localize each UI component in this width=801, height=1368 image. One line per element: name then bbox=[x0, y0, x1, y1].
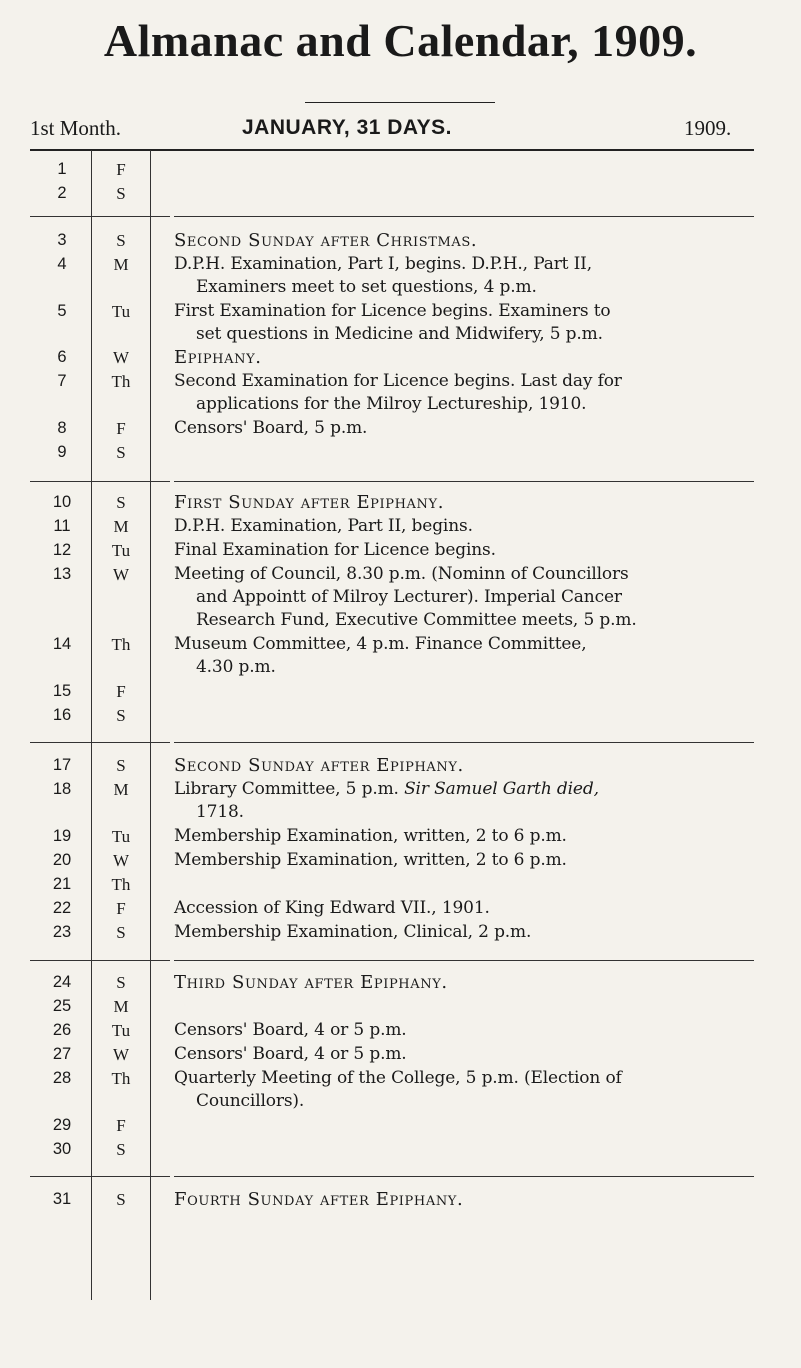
event-text bbox=[174, 971, 748, 995]
event-text bbox=[174, 539, 748, 562]
event-continuation: Councillors). bbox=[196, 1091, 305, 1111]
weekday: M bbox=[113, 780, 129, 799]
weekday: Tu bbox=[111, 302, 131, 321]
week-separator bbox=[174, 481, 754, 482]
event-line: Second Sunday after Epiphany. bbox=[174, 755, 464, 776]
event-text bbox=[174, 417, 748, 440]
event-line: Museum Committee, 4 p.m. Finance Committee, bbox=[174, 634, 587, 654]
weekday: S bbox=[116, 493, 126, 512]
month-label: 1st Month. bbox=[30, 116, 122, 140]
event-continuation: set questions in Medicine and Midwifery, 5 p.m. bbox=[196, 324, 603, 344]
weekday: Th bbox=[111, 875, 131, 894]
day-number: 27 bbox=[52, 1045, 72, 1063]
event-text bbox=[174, 754, 748, 778]
week-separator bbox=[174, 1176, 754, 1177]
weekday: W bbox=[112, 851, 130, 870]
day-number: 5 bbox=[57, 302, 67, 320]
title-rule bbox=[305, 102, 495, 103]
day-number: 21 bbox=[52, 875, 72, 893]
month-header bbox=[0, 116, 801, 146]
week-separator bbox=[30, 216, 170, 217]
event-line: Library Committee, 5 p.m. bbox=[174, 779, 405, 799]
day-number: 9 bbox=[57, 443, 67, 461]
weekday: S bbox=[116, 1140, 126, 1159]
day-number: 10 bbox=[52, 493, 72, 511]
weekday: M bbox=[113, 517, 129, 536]
week-separator bbox=[30, 742, 170, 743]
weekday: F bbox=[116, 160, 126, 179]
weekday: S bbox=[116, 184, 126, 203]
event-continuation: applications for the Milroy Lectureship, 1910. bbox=[196, 394, 587, 414]
weekday: Th bbox=[111, 372, 131, 391]
week-separator bbox=[30, 960, 170, 961]
weekday: F bbox=[116, 1116, 126, 1135]
event-text bbox=[174, 778, 748, 824]
weekday: S bbox=[116, 443, 126, 462]
week-separator bbox=[174, 216, 754, 217]
event-line: Meeting of Council, 8.30 p.m. (Nominn of Councillors bbox=[174, 564, 629, 584]
event-continuation: 4.30 p.m. bbox=[196, 657, 276, 677]
event-line: Accession of King Edward VII., 1901. bbox=[174, 898, 490, 918]
event-line: Censors' Board, 5 p.m. bbox=[174, 418, 368, 438]
event-text bbox=[174, 563, 748, 632]
event-text bbox=[174, 897, 748, 920]
day-number: 4 bbox=[57, 255, 67, 273]
week-separator bbox=[30, 481, 170, 482]
day-number: 19 bbox=[52, 827, 72, 845]
day-number: 3 bbox=[57, 231, 67, 249]
top-rule bbox=[30, 149, 754, 151]
event-line: Membership Examination, written, 2 to 6 p.m. bbox=[174, 826, 567, 846]
event-text bbox=[174, 1043, 748, 1066]
week-separator bbox=[30, 1176, 170, 1177]
event-line: Second Examination for Licence begins. Last day for bbox=[174, 371, 622, 391]
event-line: Final Examination for Licence begins. bbox=[174, 540, 496, 560]
event-continuation: 1718. bbox=[196, 802, 244, 822]
weekday: S bbox=[116, 706, 126, 725]
day-number: 15 bbox=[52, 682, 72, 700]
day-number: 28 bbox=[52, 1069, 72, 1087]
weekday: W bbox=[112, 348, 130, 367]
event-text bbox=[174, 1067, 748, 1113]
event-text bbox=[174, 370, 748, 416]
weekday: Tu bbox=[111, 541, 131, 560]
event-line: D.P.H. Examination, Part II, begins. bbox=[174, 516, 473, 536]
event-text bbox=[174, 633, 748, 679]
day-number: 2 bbox=[57, 184, 67, 202]
event-line: Second Sunday after Christmas. bbox=[174, 230, 478, 251]
day-number: 20 bbox=[52, 851, 72, 869]
day-number: 13 bbox=[52, 565, 72, 583]
day-number: 23 bbox=[52, 923, 72, 941]
weekday: S bbox=[116, 231, 126, 250]
month-title: JANUARY, 31 DAYS. bbox=[242, 116, 453, 139]
day-number: 16 bbox=[52, 706, 72, 724]
day-number: 17 bbox=[52, 756, 72, 774]
event-line: Epiphany. bbox=[174, 347, 262, 368]
event-text bbox=[174, 1188, 748, 1212]
column-divider-weekday bbox=[150, 150, 151, 1300]
day-number: 29 bbox=[52, 1116, 72, 1134]
day-number: 25 bbox=[52, 997, 72, 1015]
event-text bbox=[174, 1019, 748, 1042]
event-line: Censors' Board, 4 or 5 p.m. bbox=[174, 1044, 407, 1064]
week-separator bbox=[174, 742, 754, 743]
weekday: Th bbox=[111, 1069, 131, 1088]
weekday: F bbox=[116, 682, 126, 701]
day-number: 30 bbox=[52, 1140, 72, 1158]
event-line: First Examination for Licence begins. Examiners to bbox=[174, 301, 611, 321]
year-label: 1909. bbox=[684, 116, 732, 140]
event-line: Third Sunday after Epiphany. bbox=[174, 972, 448, 993]
weekday: W bbox=[112, 565, 130, 584]
weekday: Tu bbox=[111, 827, 131, 846]
event-line: Fourth Sunday after Epiphany. bbox=[174, 1189, 464, 1210]
event-line: Membership Examination, written, 2 to 6 p.m. bbox=[174, 850, 567, 870]
weekday: S bbox=[116, 1190, 126, 1209]
event-text bbox=[174, 346, 748, 370]
day-number: 24 bbox=[52, 973, 72, 991]
event-line: First Sunday after Epiphany. bbox=[174, 492, 445, 513]
day-number: 26 bbox=[52, 1021, 72, 1039]
week-separator bbox=[174, 960, 754, 961]
event-continuation: and Appointt of Milroy Lecturer). Imperial Cancer bbox=[196, 587, 622, 607]
weekday: S bbox=[116, 923, 126, 942]
event-text bbox=[174, 300, 748, 346]
weekday: M bbox=[113, 997, 129, 1016]
event-continuation: Research Fund, Executive Committee meets, 5 p.m. bbox=[196, 610, 637, 630]
weekday: S bbox=[116, 973, 126, 992]
event-continuation: Examiners meet to set questions, 4 p.m. bbox=[196, 277, 537, 297]
day-number: 6 bbox=[57, 348, 67, 366]
day-number: 11 bbox=[53, 517, 71, 535]
day-number: 12 bbox=[52, 541, 72, 559]
weekday: Th bbox=[111, 635, 131, 654]
weekday: W bbox=[112, 1045, 130, 1064]
day-number: 8 bbox=[57, 419, 67, 437]
day-number: 7 bbox=[57, 372, 67, 390]
event-line: Censors' Board, 4 or 5 p.m. bbox=[174, 1020, 407, 1040]
weekday: S bbox=[116, 756, 126, 775]
event-text bbox=[174, 229, 748, 253]
event-line: Quarterly Meeting of the College, 5 p.m. (Election of bbox=[174, 1068, 622, 1088]
weekday: F bbox=[116, 899, 126, 918]
event-text bbox=[174, 849, 748, 872]
day-number: 1 bbox=[57, 160, 67, 178]
event-text bbox=[174, 491, 748, 515]
day-number: 22 bbox=[52, 899, 72, 917]
event-line: D.P.H. Examination, Part I, begins. D.P.H., Part II, bbox=[174, 254, 592, 274]
weekday: M bbox=[113, 255, 129, 274]
event-text bbox=[174, 921, 748, 944]
page-title: Almanac and Calendar, 1909. bbox=[103, 15, 698, 66]
day-number: 31 bbox=[52, 1190, 72, 1208]
column-divider-day bbox=[91, 150, 92, 1300]
event-italic: Sir Samuel Garth died, bbox=[404, 779, 599, 799]
weekday: F bbox=[116, 419, 126, 438]
day-number: 14 bbox=[52, 635, 72, 653]
day-number: 18 bbox=[52, 780, 72, 798]
event-text bbox=[174, 253, 748, 299]
weekday: Tu bbox=[111, 1021, 131, 1040]
event-text bbox=[174, 825, 748, 848]
event-text bbox=[174, 515, 748, 538]
event-line: Membership Examination, Clinical, 2 p.m. bbox=[174, 922, 532, 942]
